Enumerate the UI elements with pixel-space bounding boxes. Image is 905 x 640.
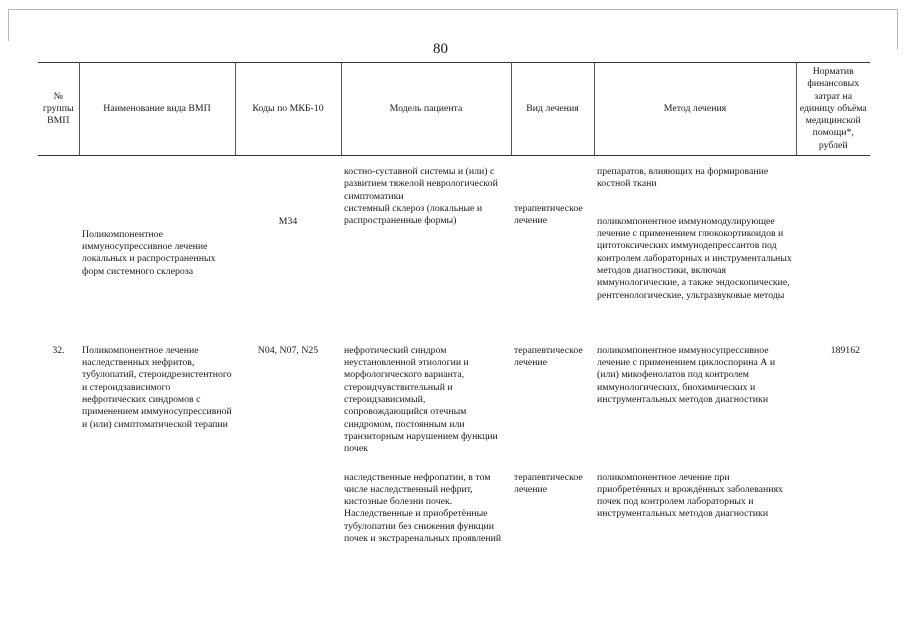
cell-model: костно-суставной системы и (или) с развитием тяжелой неврологической симптоматики	[344, 166, 498, 202]
cell-method: поликомпонентное иммуносупрессивное лечение с применением циклоспорина А и (или) микофенолатов под контролем иммунологических, биохимических и инструментальных методов диагностики	[597, 344, 776, 406]
header-norm: Норматив финансовых затрат на единицу объёма медицинской помощи*, рублей	[796, 63, 870, 156]
cell-treatment-type: терапевтическое лечение	[514, 344, 583, 369]
vmp-table	[38, 62, 870, 545]
table-row	[38, 166, 870, 203]
header-num: № группы ВМП	[38, 63, 79, 156]
header-method: Метод лечения	[594, 63, 796, 156]
cell-method: поликомпонентное иммуномодулирующее лечение с применением глюкокортикоидов и цитотоксических иммунодепрессантов под контролем лабораторных и инструментальных методов диагностики, включая иммунологические, а также эндоскопические, рентгенологические, ультразвуковые методы	[597, 215, 792, 301]
scan-border-right	[897, 9, 898, 49]
header-codes: Коды по МКБ-10	[235, 63, 341, 156]
cell-method: препаратов, влияющих на формирование костной ткани	[597, 166, 769, 190]
cell-name: Поликомпонентное иммуносупрессивное лечение локальных и распространенных форм системного склероза	[82, 228, 216, 277]
cell-codes: N04, N07, N25	[257, 344, 319, 356]
cell-name: Поликомпонентное лечение наследственных нефритов, тубулопатий, стероидрезистентного и стероидзависимого нефротических синдромов с применением иммуносупрессивной и (или) симптоматической терапии	[82, 344, 232, 430]
cell-treatment-type: терапевтическое лечение	[514, 471, 583, 495]
cell-method: поликомпонентное лечение при приобретённых и врождённых заболеваниях почек под контролем лабораторных и инструментальных методов диагностики	[597, 471, 783, 520]
cell-model: нефротический синдром неустановленной этиологии и морфологического варианта, стероидчувствительный и стероидзависимый, сопровождающийся отечным синдромом, постоянным или транзиторным нарушением функции почек	[344, 344, 498, 455]
header-model: Модель пациента	[341, 63, 511, 156]
table-row	[38, 156, 870, 167]
table-header-row	[38, 63, 870, 156]
cell-model: наследственные нефропатии, в том числе наследственный нефрит, кистозные болезни почек. Наследственные и приобретённые тубулопатии без снижения функции почек и экстраренальных проявлений	[344, 471, 502, 545]
page-number: 80	[433, 41, 448, 57]
cell-num: 32.	[52, 344, 65, 356]
header-name: Наименование вида ВМП	[79, 63, 235, 156]
table-row	[38, 325, 870, 456]
cell-norm: 189162	[830, 344, 860, 356]
table-row	[38, 456, 870, 546]
cell-model: системный склероз (локальные и распространенные формы)	[344, 202, 483, 227]
header-treatment-type: Вид лечения	[511, 63, 594, 156]
cell-treatment-type: терапевтическое лечение	[514, 202, 583, 227]
table-row	[38, 203, 870, 325]
scan-border-left	[8, 9, 9, 41]
scan-border-top	[8, 9, 898, 10]
cell-codes: M34	[278, 215, 298, 227]
